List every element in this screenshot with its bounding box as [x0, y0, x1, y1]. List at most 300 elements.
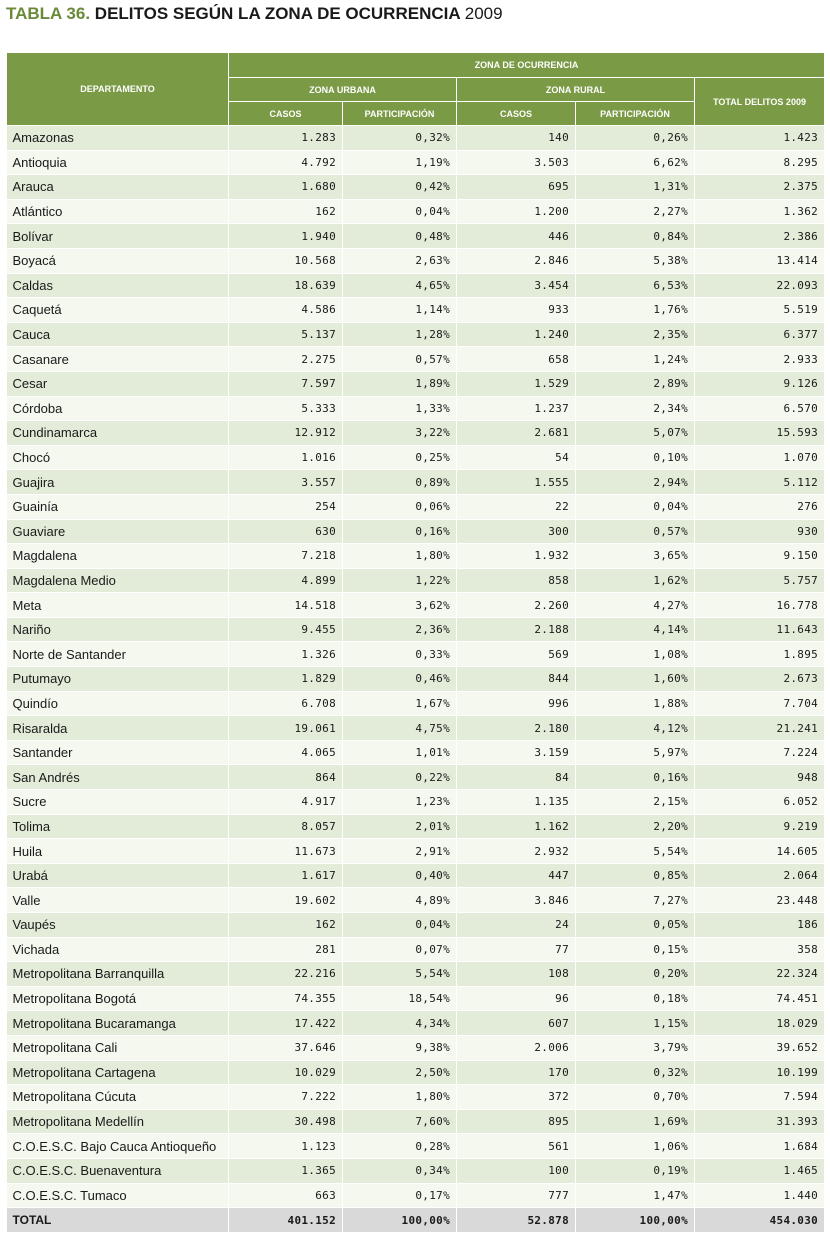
total-rural-casos: 52.878 [457, 1208, 576, 1233]
table-row [7, 888, 825, 913]
page-title [6, 4, 503, 24]
total-cell: 39.652 [695, 1035, 825, 1060]
rural-participacion-cell: 4,27% [576, 593, 695, 618]
departamento-cell: Risaralda [7, 716, 229, 741]
urbana-casos-cell: 4.065 [229, 740, 343, 765]
rural-participacion-cell: 0,19% [576, 1158, 695, 1183]
rural-casos-cell: 1.529 [457, 371, 576, 396]
total-cell: 1.465 [695, 1158, 825, 1183]
total-urbana-casos: 401.152 [229, 1208, 343, 1233]
rural-participacion-cell: 0,70% [576, 1085, 695, 1110]
urbana-participacion-cell: 1,80% [343, 544, 457, 569]
urbana-casos-cell: 630 [229, 519, 343, 544]
crimes-table [6, 52, 825, 1233]
table-row [7, 421, 825, 446]
departamento-cell: C.O.E.S.C. Buenaventura [7, 1158, 229, 1183]
total-cell: 9.219 [695, 814, 825, 839]
total-cell: 22.324 [695, 962, 825, 987]
urbana-casos-cell: 74.355 [229, 986, 343, 1011]
urbana-participacion-cell: 0,33% [343, 642, 457, 667]
urbana-casos-cell: 14.518 [229, 593, 343, 618]
urbana-casos-cell: 5.333 [229, 396, 343, 421]
rural-participacion-cell: 0,85% [576, 863, 695, 888]
urbana-casos-cell: 7.597 [229, 371, 343, 396]
table-row [7, 494, 825, 519]
header-departamento: DEPARTAMENTO [7, 53, 229, 126]
rural-participacion-cell: 0,84% [576, 224, 695, 249]
urbana-casos-cell: 1.365 [229, 1158, 343, 1183]
urbana-casos-cell: 7.218 [229, 544, 343, 569]
departamento-cell: Putumayo [7, 667, 229, 692]
urbana-participacion-cell: 0,48% [343, 224, 457, 249]
urbana-participacion-cell: 1,80% [343, 1085, 457, 1110]
rural-participacion-cell: 4,12% [576, 716, 695, 741]
total-cell: 22.093 [695, 273, 825, 298]
table-row [7, 1134, 825, 1159]
total-cell: 74.451 [695, 986, 825, 1011]
header-total: TOTAL DELITOS 2009 [695, 78, 825, 126]
table-row [7, 986, 825, 1011]
rural-casos-cell: 3.454 [457, 273, 576, 298]
rural-casos-cell: 77 [457, 937, 576, 962]
rural-participacion-cell: 5,97% [576, 740, 695, 765]
table-row [7, 667, 825, 692]
total-cell: 21.241 [695, 716, 825, 741]
rural-participacion-cell: 1,08% [576, 642, 695, 667]
departamento-cell: Metropolitana Bucaramanga [7, 1011, 229, 1036]
departamento-cell: San Andrés [7, 765, 229, 790]
urbana-casos-cell: 11.673 [229, 839, 343, 864]
departamento-cell: Cundinamarca [7, 421, 229, 446]
urbana-casos-cell: 19.602 [229, 888, 343, 913]
urbana-casos-cell: 1.829 [229, 667, 343, 692]
rural-participacion-cell: 5,54% [576, 839, 695, 864]
header-zona-ocurrencia: ZONA DE OCURRENCIA [229, 53, 825, 78]
departamento-cell: Valle [7, 888, 229, 913]
departamento-cell: Metropolitana Barranquilla [7, 962, 229, 987]
rural-participacion-cell: 0,05% [576, 913, 695, 938]
urbana-casos-cell: 4.586 [229, 298, 343, 323]
table-row [7, 1109, 825, 1134]
rural-participacion-cell: 3,79% [576, 1035, 695, 1060]
urbana-casos-cell: 4.899 [229, 568, 343, 593]
departamento-cell: Huila [7, 839, 229, 864]
urbana-participacion-cell: 1,14% [343, 298, 457, 323]
rural-casos-cell: 3.159 [457, 740, 576, 765]
rural-participacion-cell: 2,94% [576, 470, 695, 495]
total-row [7, 1208, 825, 1233]
rural-participacion-cell: 0,20% [576, 962, 695, 987]
table-row [7, 740, 825, 765]
departamento-cell: Metropolitana Medellín [7, 1109, 229, 1134]
rural-casos-cell: 140 [457, 126, 576, 151]
departamento-cell: Chocó [7, 445, 229, 470]
rural-casos-cell: 2.846 [457, 248, 576, 273]
rural-casos-cell: 933 [457, 298, 576, 323]
total-cell: 10.199 [695, 1060, 825, 1085]
rural-participacion-cell: 1,69% [576, 1109, 695, 1134]
urbana-participacion-cell: 1,67% [343, 691, 457, 716]
departamento-cell: Cauca [7, 322, 229, 347]
table-row [7, 224, 825, 249]
rural-casos-cell: 607 [457, 1011, 576, 1036]
departamento-cell: Metropolitana Bogotá [7, 986, 229, 1011]
departamento-cell: Atlántico [7, 199, 229, 224]
table-row [7, 150, 825, 175]
rural-participacion-cell: 7,27% [576, 888, 695, 913]
departamento-cell: Santander [7, 740, 229, 765]
rural-casos-cell: 2.681 [457, 421, 576, 446]
urbana-casos-cell: 864 [229, 765, 343, 790]
rural-participacion-cell: 6,53% [576, 273, 695, 298]
urbana-casos-cell: 6.708 [229, 691, 343, 716]
rural-casos-cell: 858 [457, 568, 576, 593]
urbana-participacion-cell: 1,19% [343, 150, 457, 175]
rural-casos-cell: 996 [457, 691, 576, 716]
rural-casos-cell: 2.932 [457, 839, 576, 864]
urbana-participacion-cell: 4,89% [343, 888, 457, 913]
urbana-casos-cell: 1.123 [229, 1134, 343, 1159]
total-cell: 7.224 [695, 740, 825, 765]
total-cell: 1.684 [695, 1134, 825, 1159]
urbana-participacion-cell: 0,22% [343, 765, 457, 790]
table-row [7, 371, 825, 396]
urbana-casos-cell: 1.617 [229, 863, 343, 888]
rural-participacion-cell: 0,15% [576, 937, 695, 962]
total-cell: 14.605 [695, 839, 825, 864]
departamento-cell: Metropolitana Cali [7, 1035, 229, 1060]
rural-casos-cell: 1.240 [457, 322, 576, 347]
rural-participacion-cell: 2,27% [576, 199, 695, 224]
table-row [7, 273, 825, 298]
departamento-cell: Magdalena Medio [7, 568, 229, 593]
rural-casos-cell: 108 [457, 962, 576, 987]
urbana-participacion-cell: 0,57% [343, 347, 457, 372]
header-rural-casos: CASOS [457, 102, 576, 126]
total-cell: 5.112 [695, 470, 825, 495]
urbana-casos-cell: 4.792 [229, 150, 343, 175]
urbana-casos-cell: 1.283 [229, 126, 343, 151]
departamento-cell: Quindío [7, 691, 229, 716]
rural-casos-cell: 777 [457, 1183, 576, 1208]
urbana-participacion-cell: 0,89% [343, 470, 457, 495]
table-row [7, 962, 825, 987]
urbana-participacion-cell: 0,32% [343, 126, 457, 151]
table-row [7, 199, 825, 224]
total-cell: 6.570 [695, 396, 825, 421]
table-row [7, 470, 825, 495]
rural-casos-cell: 844 [457, 667, 576, 692]
urbana-participacion-cell: 1,89% [343, 371, 457, 396]
urbana-participacion-cell: 3,22% [343, 421, 457, 446]
total-cell: 6.052 [695, 790, 825, 815]
total-cell: 2.933 [695, 347, 825, 372]
departamento-cell: Boyacá [7, 248, 229, 273]
total-cell: 2.064 [695, 863, 825, 888]
urbana-participacion-cell: 3,62% [343, 593, 457, 618]
rural-casos-cell: 372 [457, 1085, 576, 1110]
urbana-participacion-cell: 0,17% [343, 1183, 457, 1208]
table-row [7, 1035, 825, 1060]
urbana-casos-cell: 10.568 [229, 248, 343, 273]
rural-casos-cell: 3.503 [457, 150, 576, 175]
table-row [7, 839, 825, 864]
urbana-casos-cell: 7.222 [229, 1085, 343, 1110]
departamento-cell: Metropolitana Cartagena [7, 1060, 229, 1085]
urbana-casos-cell: 1.326 [229, 642, 343, 667]
total-cell: 7.594 [695, 1085, 825, 1110]
total-cell: 2.386 [695, 224, 825, 249]
header-rural-participacion: PARTICIPACIÓN [576, 102, 695, 126]
urbana-casos-cell: 22.216 [229, 962, 343, 987]
rural-participacion-cell: 1,76% [576, 298, 695, 323]
table-row [7, 617, 825, 642]
total-cell: 8.295 [695, 150, 825, 175]
total-cell: 1.895 [695, 642, 825, 667]
total-cell: 5.519 [695, 298, 825, 323]
rural-casos-cell: 447 [457, 863, 576, 888]
urbana-participacion-cell: 0,06% [343, 494, 457, 519]
total-cell: 16.778 [695, 593, 825, 618]
rural-participacion-cell: 0,57% [576, 519, 695, 544]
table-row [7, 1085, 825, 1110]
departamento-cell: Norte de Santander [7, 642, 229, 667]
departamento-cell: Guajira [7, 470, 229, 495]
rural-casos-cell: 695 [457, 175, 576, 200]
header-urbana-casos: CASOS [229, 102, 343, 126]
rural-casos-cell: 1.162 [457, 814, 576, 839]
urbana-participacion-cell: 2,50% [343, 1060, 457, 1085]
urbana-participacion-cell: 0,16% [343, 519, 457, 544]
rural-casos-cell: 2.180 [457, 716, 576, 741]
rural-participacion-cell: 1,47% [576, 1183, 695, 1208]
urbana-casos-cell: 37.646 [229, 1035, 343, 1060]
urbana-casos-cell: 663 [229, 1183, 343, 1208]
total-cell: 1.423 [695, 126, 825, 151]
departamento-cell: Casanare [7, 347, 229, 372]
departamento-cell: Bolívar [7, 224, 229, 249]
urbana-participacion-cell: 0,28% [343, 1134, 457, 1159]
rural-casos-cell: 1.200 [457, 199, 576, 224]
header-urbana-participacion: PARTICIPACIÓN [343, 102, 457, 126]
urbana-participacion-cell: 4,65% [343, 273, 457, 298]
total-cell: 18.029 [695, 1011, 825, 1036]
urbana-casos-cell: 1.016 [229, 445, 343, 470]
rural-casos-cell: 300 [457, 519, 576, 544]
departamento-cell: Antioquia [7, 150, 229, 175]
total-cell: 1.440 [695, 1183, 825, 1208]
total-cell: 9.150 [695, 544, 825, 569]
rural-participacion-cell: 2,34% [576, 396, 695, 421]
departamento-cell: C.O.E.S.C. Bajo Cauca Antioqueño [7, 1134, 229, 1159]
rural-participacion-cell: 0,32% [576, 1060, 695, 1085]
total-cell: 186 [695, 913, 825, 938]
total-cell: 2.375 [695, 175, 825, 200]
table-row [7, 519, 825, 544]
table-row [7, 937, 825, 962]
rural-casos-cell: 2.006 [457, 1035, 576, 1060]
urbana-casos-cell: 162 [229, 199, 343, 224]
urbana-casos-cell: 9.455 [229, 617, 343, 642]
rural-participacion-cell: 2,15% [576, 790, 695, 815]
rural-participacion-cell: 1,31% [576, 175, 695, 200]
rural-participacion-cell: 0,26% [576, 126, 695, 151]
urbana-casos-cell: 281 [229, 937, 343, 962]
urbana-casos-cell: 12.912 [229, 421, 343, 446]
table-body [7, 126, 825, 1208]
total-cell: 9.126 [695, 371, 825, 396]
rural-participacion-cell: 0,04% [576, 494, 695, 519]
urbana-casos-cell: 162 [229, 913, 343, 938]
header-zona-rural: ZONA RURAL [457, 78, 695, 102]
table-row [7, 322, 825, 347]
table-row [7, 298, 825, 323]
urbana-casos-cell: 5.137 [229, 322, 343, 347]
rural-casos-cell: 1.135 [457, 790, 576, 815]
rural-casos-cell: 1.237 [457, 396, 576, 421]
urbana-casos-cell: 1.940 [229, 224, 343, 249]
rural-casos-cell: 22 [457, 494, 576, 519]
urbana-participacion-cell: 5,54% [343, 962, 457, 987]
urbana-participacion-cell: 4,34% [343, 1011, 457, 1036]
table-number: TABLA 36. [6, 4, 91, 23]
total-urbana-participacion: 100,00% [343, 1208, 457, 1233]
urbana-participacion-cell: 0,40% [343, 863, 457, 888]
table-row [7, 691, 825, 716]
departamento-cell: Amazonas [7, 126, 229, 151]
rural-casos-cell: 3.846 [457, 888, 576, 913]
table-row [7, 347, 825, 372]
urbana-participacion-cell: 0,46% [343, 667, 457, 692]
urbana-casos-cell: 8.057 [229, 814, 343, 839]
rural-participacion-cell: 3,65% [576, 544, 695, 569]
rural-casos-cell: 170 [457, 1060, 576, 1085]
urbana-participacion-cell: 1,28% [343, 322, 457, 347]
header-zona-urbana: ZONA URBANA [229, 78, 457, 102]
urbana-participacion-cell: 1,22% [343, 568, 457, 593]
total-cell: 930 [695, 519, 825, 544]
rural-participacion-cell: 4,14% [576, 617, 695, 642]
urbana-casos-cell: 10.029 [229, 1060, 343, 1085]
rural-participacion-cell: 1,06% [576, 1134, 695, 1159]
rural-casos-cell: 569 [457, 642, 576, 667]
total-cell: 15.593 [695, 421, 825, 446]
urbana-casos-cell: 18.639 [229, 273, 343, 298]
urbana-casos-cell: 17.422 [229, 1011, 343, 1036]
table-row [7, 790, 825, 815]
departamento-cell: Sucre [7, 790, 229, 815]
departamento-cell: Magdalena [7, 544, 229, 569]
rural-participacion-cell: 2,35% [576, 322, 695, 347]
table-row [7, 544, 825, 569]
table-title: DELITOS SEGÚN LA ZONA DE OCURRENCIA [94, 4, 460, 23]
rural-casos-cell: 96 [457, 986, 576, 1011]
table-row [7, 765, 825, 790]
rural-casos-cell: 1.932 [457, 544, 576, 569]
urbana-participacion-cell: 2,91% [343, 839, 457, 864]
rural-casos-cell: 1.555 [457, 470, 576, 495]
rural-participacion-cell: 5,07% [576, 421, 695, 446]
table-row [7, 1183, 825, 1208]
table-row [7, 913, 825, 938]
urbana-participacion-cell: 7,60% [343, 1109, 457, 1134]
urbana-participacion-cell: 1,01% [343, 740, 457, 765]
urbana-casos-cell: 1.680 [229, 175, 343, 200]
rural-participacion-cell: 0,16% [576, 765, 695, 790]
total-cell: 7.704 [695, 691, 825, 716]
urbana-participacion-cell: 0,04% [343, 913, 457, 938]
total-cell: 6.377 [695, 322, 825, 347]
rural-casos-cell: 84 [457, 765, 576, 790]
departamento-cell: Guaviare [7, 519, 229, 544]
total-rural-participacion: 100,00% [576, 1208, 695, 1233]
urbana-casos-cell: 30.498 [229, 1109, 343, 1134]
departamento-cell: Nariño [7, 617, 229, 642]
departamento-cell: Caldas [7, 273, 229, 298]
total-cell: 11.643 [695, 617, 825, 642]
urbana-casos-cell: 254 [229, 494, 343, 519]
rural-casos-cell: 658 [457, 347, 576, 372]
total-label: TOTAL [7, 1208, 229, 1233]
urbana-casos-cell: 2.275 [229, 347, 343, 372]
departamento-cell: Córdoba [7, 396, 229, 421]
total-cell: 1.362 [695, 199, 825, 224]
table-row [7, 568, 825, 593]
urbana-casos-cell: 19.061 [229, 716, 343, 741]
table-row [7, 1060, 825, 1085]
urbana-participacion-cell: 2,01% [343, 814, 457, 839]
rural-casos-cell: 100 [457, 1158, 576, 1183]
urbana-participacion-cell: 0,04% [343, 199, 457, 224]
departamento-cell: Tolima [7, 814, 229, 839]
table-row [7, 396, 825, 421]
urbana-participacion-cell: 0,42% [343, 175, 457, 200]
rural-participacion-cell: 0,10% [576, 445, 695, 470]
total-delitos: 454.030 [695, 1208, 825, 1233]
rural-casos-cell: 2.260 [457, 593, 576, 618]
departamento-cell: C.O.E.S.C. Tumaco [7, 1183, 229, 1208]
rural-casos-cell: 24 [457, 913, 576, 938]
table-row [7, 814, 825, 839]
total-cell: 5.757 [695, 568, 825, 593]
departamento-cell: Cesar [7, 371, 229, 396]
total-cell: 13.414 [695, 248, 825, 273]
urbana-participacion-cell: 0,25% [343, 445, 457, 470]
total-cell: 2.673 [695, 667, 825, 692]
rural-participacion-cell: 2,89% [576, 371, 695, 396]
rural-participacion-cell: 0,18% [576, 986, 695, 1011]
rural-casos-cell: 895 [457, 1109, 576, 1134]
rural-participacion-cell: 2,20% [576, 814, 695, 839]
rural-participacion-cell: 6,62% [576, 150, 695, 175]
urbana-participacion-cell: 18,54% [343, 986, 457, 1011]
departamento-cell: Meta [7, 593, 229, 618]
urbana-participacion-cell: 4,75% [343, 716, 457, 741]
rural-participacion-cell: 5,38% [576, 248, 695, 273]
departamento-cell: Urabá [7, 863, 229, 888]
table-row [7, 863, 825, 888]
rural-participacion-cell: 1,88% [576, 691, 695, 716]
departamento-cell: Caquetá [7, 298, 229, 323]
table-row [7, 248, 825, 273]
total-cell: 31.393 [695, 1109, 825, 1134]
urbana-participacion-cell: 1,23% [343, 790, 457, 815]
urbana-casos-cell: 4.917 [229, 790, 343, 815]
total-cell: 276 [695, 494, 825, 519]
table-row [7, 1011, 825, 1036]
table-row [7, 642, 825, 667]
rural-participacion-cell: 1,60% [576, 667, 695, 692]
